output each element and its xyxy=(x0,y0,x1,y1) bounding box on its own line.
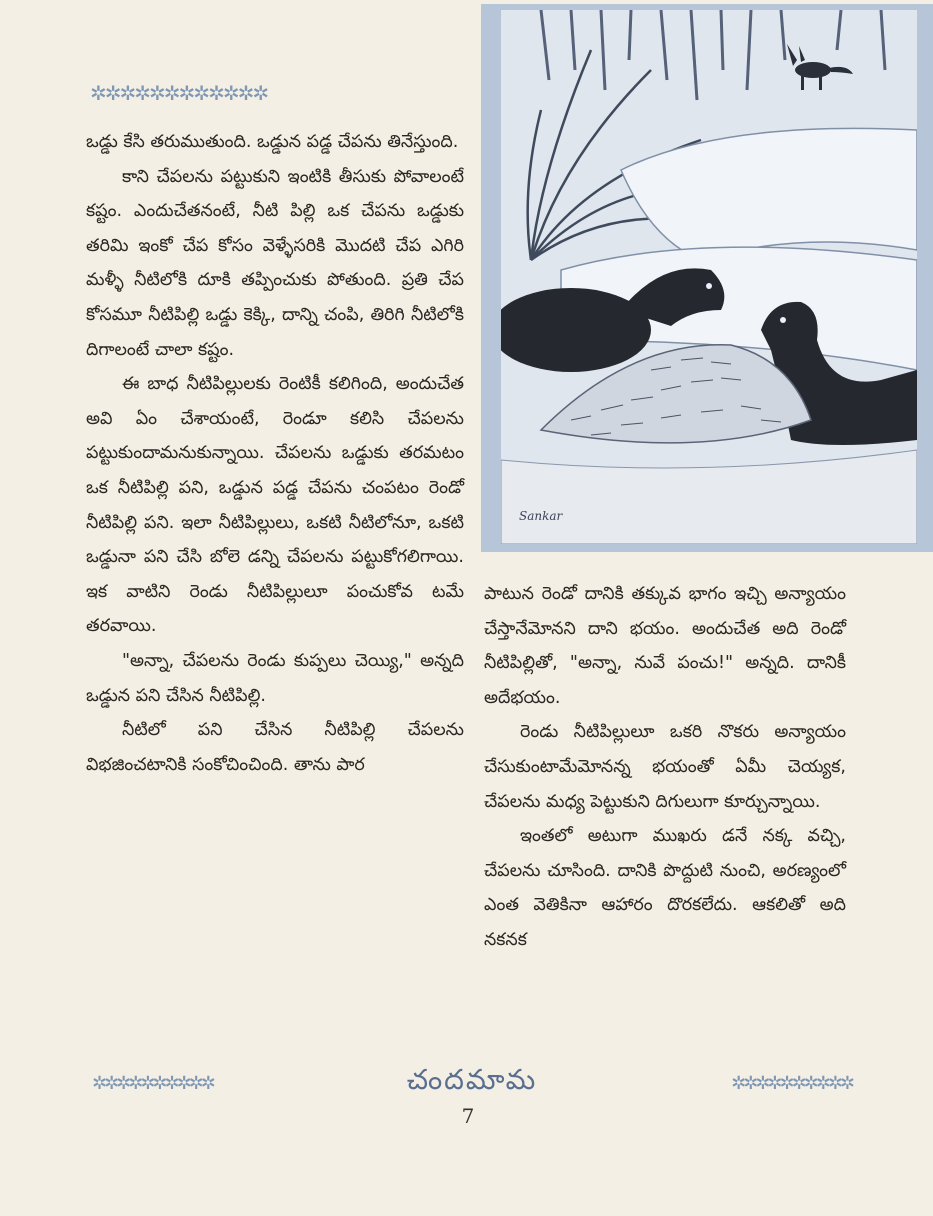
paragraph: రెండు నీటిపిల్లులూ ఒకరి నొకరు అన్యాయం చేసుకుంటామేమోనన్న భయంతో ఏమీ చెయ్యక, చేపలను మధ్య పెట్టుకుని దిగులుగా కూర్చున్నాయి. xyxy=(484,722,846,812)
otters-and-fox-drawing xyxy=(501,10,917,544)
left-text-column xyxy=(86,125,464,782)
decorative-star-row: ✲✲✲✲✲✲✲✲✲✲ xyxy=(92,1072,213,1094)
decorative-star-row: ✲✲✲✲✲✲✲✲✲✲✲✲ xyxy=(90,81,268,105)
paragraph: ఈ బాధ నీటిపిల్లులకు రెంటికీ కలిగింది, అందుచేత అవి ఏం చేశాయంటే, రెండూ కలిసి చేపలను పట్టుకుందామనుకున్నాయి. చేపలను ఒడ్డుకు తరమటం ఒక నీటిపిల్లి పని, ఒడ్డున పడ్డ చేపను చంపటం రెండో నీటిపిల్లి పని. ఇలా నీటిపిల్లులు, ఒకటి నీటిలోనూ, ఒకటి ఒడ్డునా పని చేసి బోలె డన్ని చేపలను పట్టుకోగలిగాయి. ఇక వాటిని రెండు నీటిపిల్లులూ పంచుకోవ టమే తరవాయి. xyxy=(86,374,464,637)
paragraph: "అన్నా, చేపలను రెండు కుప్పలు చెయ్యి," అన్నది ఒడ్డున పని చేసిన నీటిపిల్లి. xyxy=(86,650,464,706)
page-number: 7 xyxy=(461,1104,475,1128)
magazine-title: చందమామ xyxy=(406,1063,538,1096)
decorative-star-row: ✲✲✲✲✲✲✲✲✲✲ xyxy=(731,1072,852,1094)
page-footer xyxy=(92,1063,852,1100)
story-illustration xyxy=(481,4,933,552)
right-text-column xyxy=(484,577,846,958)
footer-decorative-border-right xyxy=(731,1073,852,1094)
paragraph: ఒడ్డు కేసి తరుముతుంది. ఒడ్డున పడ్డ చేపను తినేస్తుంది. xyxy=(86,132,459,152)
footer-decorative-border-left xyxy=(92,1073,213,1094)
top-decorative-border xyxy=(90,80,450,106)
paragraph: కాని చేపలను పట్టుకుని ఇంటికి తీసుకు పోవాలంటే కష్టం. ఎందుచేతనంటే, నీటి పిల్లి ఒక చేపను ఒడ్డుకు తరిమి ఇంకో చేప కోసం వెళ్ళేసరికి మొదటి చేప ఎగిరి మళ్ళీ నీటిలోకి దూకి తప్పించుకు పోతుంది. ప్రతి చేప కోసమూ నీటిపిల్లి ఒడ్డు కెక్కి, దాన్ని చంపి, తిరిగి నీటిలోకి దిగాలంటే చాలా కష్టం. xyxy=(86,166,464,360)
paragraph: నీటిలో పని చేసిన నీటిపిల్లి చేపలను విభజించటానికి సంకోచించింది. తాను పార xyxy=(86,720,464,775)
paragraph: ఇంతలో అటుగా ముఖరు డనే నక్క వచ్చి, చేపలను చూసింది. దానికి పొద్దుటి నుంచి, అరణ్యంలో ఎంత వెతికినా ఆహారం దొరకలేదు. ఆకలితో అది నకనక xyxy=(484,826,846,950)
artist-signature: Sankar xyxy=(519,509,563,523)
paragraph: పాటున రెండో దానికి తక్కువ భాగం ఇచ్చి అన్యాయం చేస్తానేమోనని దాని భయం. అందుచేత అది రెండో నీటిపిల్లితో, "అన్నా, నువే పంచు!" అన్నది. దానికీ అదేభయం. xyxy=(484,584,846,708)
